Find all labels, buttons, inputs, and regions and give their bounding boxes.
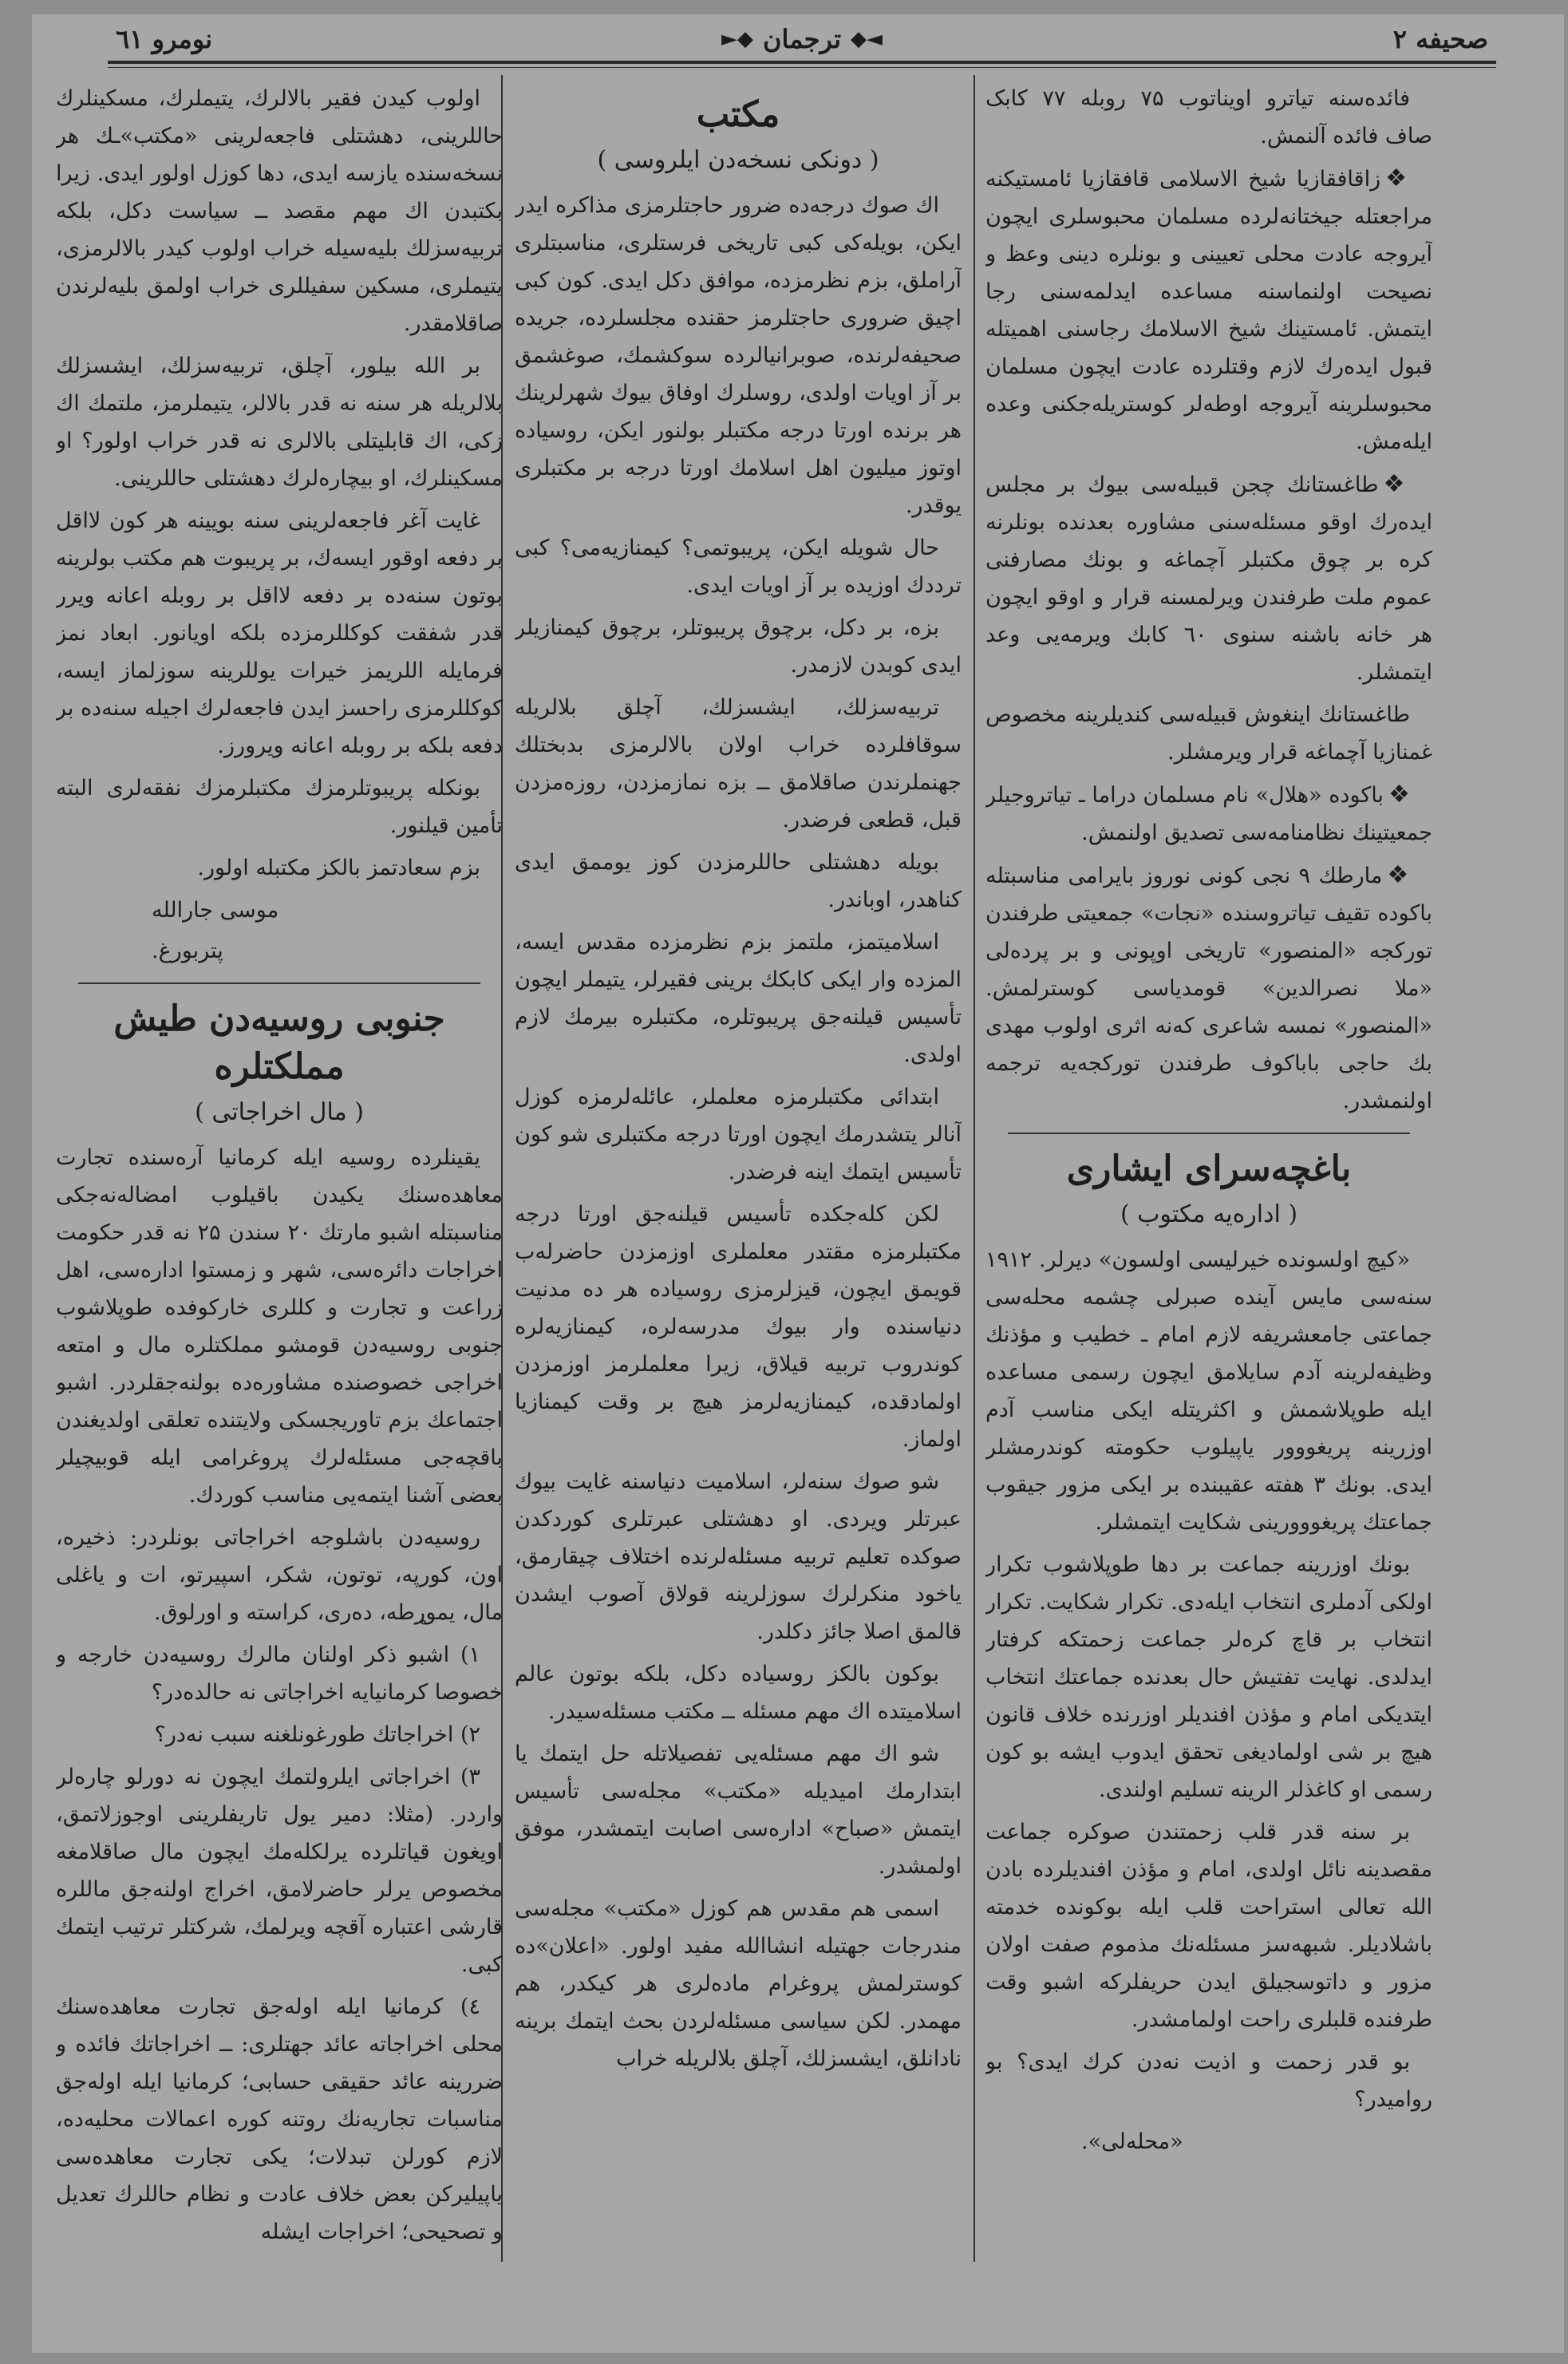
section-divider [78,982,480,984]
author-place: پتربورغ. [152,939,223,963]
article-headline: باغچەسرای ایشاری [1066,1148,1352,1189]
article-paragraph: بویلە دهشتلی حاللرمزدن کوز یوممق ایدی کناهدر، اوباندر. [515,850,962,912]
article-paragraph: بوکون بالکز روسیادە دکل، بلکە بوتون عالم اسلامیتدە اك مهم مسئلە ــ مکتب مسئلەسیدر. [515,1662,962,1724]
ornament-icon: ◄◆ [851,27,883,51]
news-item: فائدەسنە تیاترو اویناتوب ۷۵ روبلە ۷۷ کابک صاف فائدە آلنمش. [985,86,1432,148]
news-item: ❖زاقافقازیا شیخ الاسلامی قافقازیا ئامستیکنە مراجعتلە جیختانەلردە مسلمان محبوسلری ایچون آیروجە عادت محلی تعیینی و بونلرە دینی وعظ و نصیحت اولنماسنە مساعدە ایدلمەسنی رجا ایتمش. ئامستینك شیخ الاسلامك رجاسنی اهمیتلە قبول ایدەرك لازم وقتلردە عادت ایچون مسلمان محبوسلرینە آیروجە اوطەلر کوستریلەجکنی وعدە ایلەمش. [985,164,1432,454]
article-paragraph: اك صوك درجەدە ضرور حاجتلرمزی مذاکرە ایدر ایکن، بویلەکی کبی تاریخی فرستلری، مناسبتلری آراملق، بزم نظرمزدە، موافق دکل ایدی. کون کبی اچیق ضروری حاجتلرمز حقندە مجلسلردە، جریدە صحیفەلرندە، صوبرانیالردە سوکشمك، صوغشمق بر آز اویات اولدی، روسلرك اوفاق بیوك شهرلرینك هر برندە اورتا درجە مکتبلر بولنور ایکن، روسیادە اوتوز میلیون اهل اسلامك اورتا درجە بر مکتبلری یوقدر. [515,193,962,518]
article-paragraph: بر اللە بیلور، آچلق، تربیەسزلك، ایشسزلك بلالریلە هر سنە نە قدر بالالر، یتیملرمز، ملتمك اك زکی، اك قابلیتلی بالالری نە قدر خراب اولور؟ او مسکینلرك، او بیچارەلرك دهشتلی حاللرینی. [56,354,503,491]
article-paragraph: اسلامیتمز، ملتمز بزم نظرمزدە مقدس ایسە، المزدە وار ایکی کابکك برینی فقیرلر، یتیملر ایچون تأسیس قیلنەجق پریبوتلرە، مکتبلرە بیرمك لازم اولدی. [515,930,962,1067]
article-signature: «محلەلی». [1081,2129,1183,2154]
news-item: ❖طاغستانك چجن قبیلەسی بیوك بر مجلس ایدەرك اوقو مسئلەسنی مشاورە بعدندە بونلرنە کرە بر چوق مکتبلر آچماغە و بونك مصارفنی عموم ملت طرفندن ویرلمسنە قرار و اوقو ایچون هر خانە باشنە سنوی ٦۰ کابك ویرمەیی وعد ایتمشلر. [985,470,1432,685]
article-paragraph: ۳) اخراجاتی ایلرولتمك ایچون نە دورلو چارەلر واردر. (مثلا: دمیر یول تاریفلرینی اوجوزلاتمق، اویغون قیاتلردە یرلکلەمك ایچون مال صاقلامغە مخصوص یرلر حاضرلامق، اخراج اولنەجق ماللرە قارشی اعتبارە آقچە ویرلمك، شرکتلر ترتیب ایتمك کبی. [56,1765,503,1977]
article-paragraph: ۱) اشبو ذکر اولنان مالرك روسیەدن خارجە و خصوصا کرمانیایە اخراجاتی نە حالدەدر؟ [56,1643,503,1705]
article-paragraph: غایت آغر فاجعەلرینی سنە بویینە هر کون لااقل بر دفعە اوقور ایسەك، بر پریبوت هم مکتب بولرینە بوتون سنەدە بر دفعە لااقل بر روبلە اعانە ویرر قدر شفقت کوکللرمزدە بلکە اویانور. ابعاد نمز فرمایلە اللریمز خیرات یوللرینە سوزلماز ایسە، کوکللرمزی راحسز ایدن فاجعەلرك اجیلە سنەدە بر دفعە بلکە بر روبلە اعانە ویرورز. [56,508,503,758]
news-bullet-icon: ❖ [1385,164,1410,192]
article-paragraph: لکن کلەجکدە تأسیس قیلنەجق اورتا درجە مکتبلرمزە مقتدر معلملری اوزمزدن حاضرلەب قویمق ایچون، قیزلرمزی روسیادە هر دە مدنیت دنیاسندە وار بیوك مدرسەلرە، کیمنازیەلرە کوندروب تربیە قیلاق، زیرا معلملرمز اوزمزدن اولمادقدە، کیمنازیەلرمز هیچ بر وقت کیمنازیا اولماز. [515,1202,962,1452]
article-paragraph: «کیچ اولسونده خیرلیسی اولسون» دیرلر. ۱۹۱۲ سنەسی مایس آیندە صبرلی چشمە محلەسی جماعتی جامعشریفە لازم امام ـ خطیب و مؤذنك وظیفەلرینە آدم سایلامق ایچون رسمی مساعدە ایلە طوپلاشمش و اکثریتلە ایکی مناسب آدم اوزرینە پریغووور یاپیلوب حکومتە کوندرمشلر ایدی. بونك ۳ هفتە عقیبندە بر ایکی مزور جیقوب جماعتك پریغووورینی شکایت ایتمشلر. [985,1247,1432,1535]
ornament-icon: ◆► [721,27,753,51]
article-paragraph: بونك اوزرینە جماعت بر دها طوپلاشوب تکرار اولکی آدملری انتخاب ایلەدی. تکرار شکایت. تکرار انتخاب بر قاچ کرەلر جماعت زحمتکە کرفتار ایدلدی. نهایت تفتیش حال بعدندە جماعتك انتخاب ایتدیکی امام و مؤذن افندیلر اوزرندە خلاف قانون هیچ بر شی اولمادیغی تحقق ایدوب ایشە بو کون رسمی او کاغذلر الرینە تسلیم اولندی. [985,1552,1432,1802]
article-subhead: ( دونکی نسخەدن ایلروسی ) [597,146,879,174]
right-column [985,80,1432,2315]
article-paragraph: یقینلردە روسیە ایلە کرمانیا آرەسندە تجارت معاهدەسنك یکیدن باقیلوب امضالەنەجکی مناسبتلە اشبو مارتك ۲۰ سندن ۲۵ نە قدر حکومت اخراجات دائرەسی، شهر و زمستوا ادارەسی، اهل زراعت و تجارت و کللری خارکوفدە طوپلاشوب جنوبی روسیەدن قومشو مملکتلرە مال و امتعە اخراجی خصوصندە مشاورەدە بولنەجقلردر. اشبو اجتماعك بزم تاوریجسکی ولایتندە تعلقی اولدیغندن باقچەجی مسئلەلرك پروغرامی ایلە قوبیچیلر بعضی آشنا ایتمەیی مناسب کوردك. [56,1145,503,1508]
news-item: ❖مارطك ۹ نجی کونی نوروز بایرامی مناسبتلە باکودە تقیف تیاتروسندە «نجات» جمعیتی طرفندن تورکجە «المنصور» تاریخی اوپونی و بر پردەلی «ملا نصرالدین» قومدیاسی کوسترلمش. «المنصور» نمسە شاعری کەنە اثری اولوب مهدی بك حاجی باباکوف طرفندن تورکجەیە ترجمە اولنمشدر. [985,861,1432,1113]
article-subhead: ( ادارەیە مکتوب ) [1120,1200,1298,1228]
article-paragraph: روسیەدن باشلوجە اخراجاتی بونلردر: ذخیرە، اون، کورپە، توتون، شکر، اسپیرتو، ات و یاغلی مال، یموړطە، دەری، کراستە و اورلوق. [56,1525,503,1625]
newspaper-page [32,14,1564,2353]
article-paragraph: حال شویلە ایکن، پریبوتمی؟ کیمنازیەمی؟ کبی ترددك اوزیدە بر آز اویات ایدی. [515,536,962,598]
article-paragraph: ابتدائی مکتبلرمزە معلملر، عائلەلرمزە کوزل آنالر یتشدرمك ایچون اورتا درجە مکتبلری شو کون تأسیس ایتمك اینە فرضدر. [515,1085,962,1184]
article-paragraph: بر سنە قدر قلب زحمتندن صوکرە جماعت مقصدینە نائل اولدی، امام و مؤذن افندیلردە بادن اللە تعالی استراحت قلب ایلە بوکوندە خدمتە باشلادیلر. شبهەسز مسئلەنك مذموم صفت اولان مزور و داتوسجیلق ایدن حریفلرکە اشبو وقت طرفندە قلبلری راحت اولمامشدر. [985,1820,1432,2032]
newspaper-title-block [721,24,883,54]
article-subhead: ( مال اخراجاتی ) [195,1098,364,1126]
newspaper-title: ترجمان [762,24,842,54]
article-headline: جنوبی روسیەدن طیش مملکتلرە [113,998,445,1087]
article-paragraph: اولوب کیدن فقیر بالالرك، یتیملرك، مسکینلرك حاللرینی، دهشتلی فاجعەلرینی «مکتب»ـك هر نسخەسندە یازسە ایدی، دها کوزل اولور ایدی. زیرا بکتبدن اك مهم مقصد ــ سیاست دکل، بلکە تربیەسزلك بلیەسیلە خراب اولوب کیدر بالالرمزی، یتیملری، مسکین سفیللری خراب اولمق بلیەلرندن صاقلامقدر. [56,86,503,336]
article-paragraph: بزم سعادتمز بالکز مکتبلە اولور. [197,856,480,880]
page-number: صحیفه ۲ [1392,24,1488,54]
news-bullet-icon: ❖ [1388,781,1410,808]
article-paragraph: بو قدر زحمت و اذیت نەدن کرك ایدی؟ بو روامیدر؟ [985,2050,1432,2112]
article-paragraph: شو اك مهم مسئلەیی تفصیلاتلە حل ایتمك یا ابتدارمك امیدیلە «مکتب» مجلەسی تأسیس ایتمش «صباح» ادارەسی اصابت ایتمشدر، موفق اولمشدر. [515,1741,962,1879]
news-bullet-icon: ❖ [1387,861,1410,889]
left-column [56,80,503,2315]
news-item: ❖باکودە «هلال» نام مسلمان دراما ـ تیاتروجیلر جمعیتینك نظامنامەسی تصدیق اولنمش. [985,781,1432,845]
issue-number: نومرو ٦١ [116,24,213,54]
news-bullet-icon: ❖ [1383,470,1410,498]
article-paragraph: ۲) اخراجاتك طورغونلغنە سبب نەدر؟ [154,1722,480,1747]
masthead-rule-thin [108,67,1496,68]
section-divider [1008,1133,1410,1134]
masthead-rule [108,61,1496,64]
author-name: موسی جاراللە [152,898,279,923]
article-paragraph: اسمی هم مقدس هم کوزل «مکتب» مجلەسی مندرجات جهتیلە انشاالله مفید اولور. «اعلان»دە کوسترلمش پروغرام مادەلری هر کیکدر، هم مهمدر. لکن سیاسی مسئلەلردن بحث ایتمك برینە نادانلق، ایشسزلك، آچلق بلالریلە خراب [515,1896,962,2071]
article-paragraph: بونکلە پریبوتلرمزك مکتبلرمزك نفقەلری البتە تأمین قیلنور. [56,776,503,838]
article-headline: مکتب [696,94,780,135]
article-paragraph: شو صوك سنەلر، اسلامیت دنیاسنە غایت بیوك عبرتلر ویردی. او دهشتلی عبرتلری کوردکدن صوکدە تعلیم تربیە مسئلەلرندە اختلاف چیقارمق، یاخود منکرلرك سوزلرینە قولاق آصوب ایشدن قالمق اصلا جائز دکلدر. [515,1469,962,1644]
column-divider [974,75,975,2262]
article-paragraph: ٤) کرمانیا ایلە اولەجق تجارت معاهدەسنك محلی اخراجاتە عائد جهتلری: ــ اخراجاتك فائدە و ضررینە عائد حقیقی حسابی؛ کرمانیا ایلە اولەجق مناسبات تجاریەنك روتنە کورە اعمالات محلیەدە، لازم کورلن تبدلات؛ یکی تجارت معاهدەسی یاپیلیرکن بعض خلاف عادت و نظام حاللرك تعدیل و تصحیحی؛ اخراجات ایشلە [56,1994,503,2244]
middle-column [515,80,962,2315]
article-paragraph: تربیەسزلك، ایشسزلك، آچلق بلالریلە سوقافلردە خراب اولان بالالرمزی بدبختلك جهنملرندن صاقلامق ــ بزە نمازمزدن، روزەمزدن قبل، قطعی فرضدر. [515,695,962,832]
article-paragraph: بزە، بر دکل، برچوق پریبوتلر، برچوق کیمنازیلر ایدی کوبدن لازمدر. [515,615,962,678]
news-item: طاغستانك اینغوش قبیلەسی کندیلرینە مخصوص غمنازیا آچماغە قرار ویرمشلر. [985,702,1432,765]
